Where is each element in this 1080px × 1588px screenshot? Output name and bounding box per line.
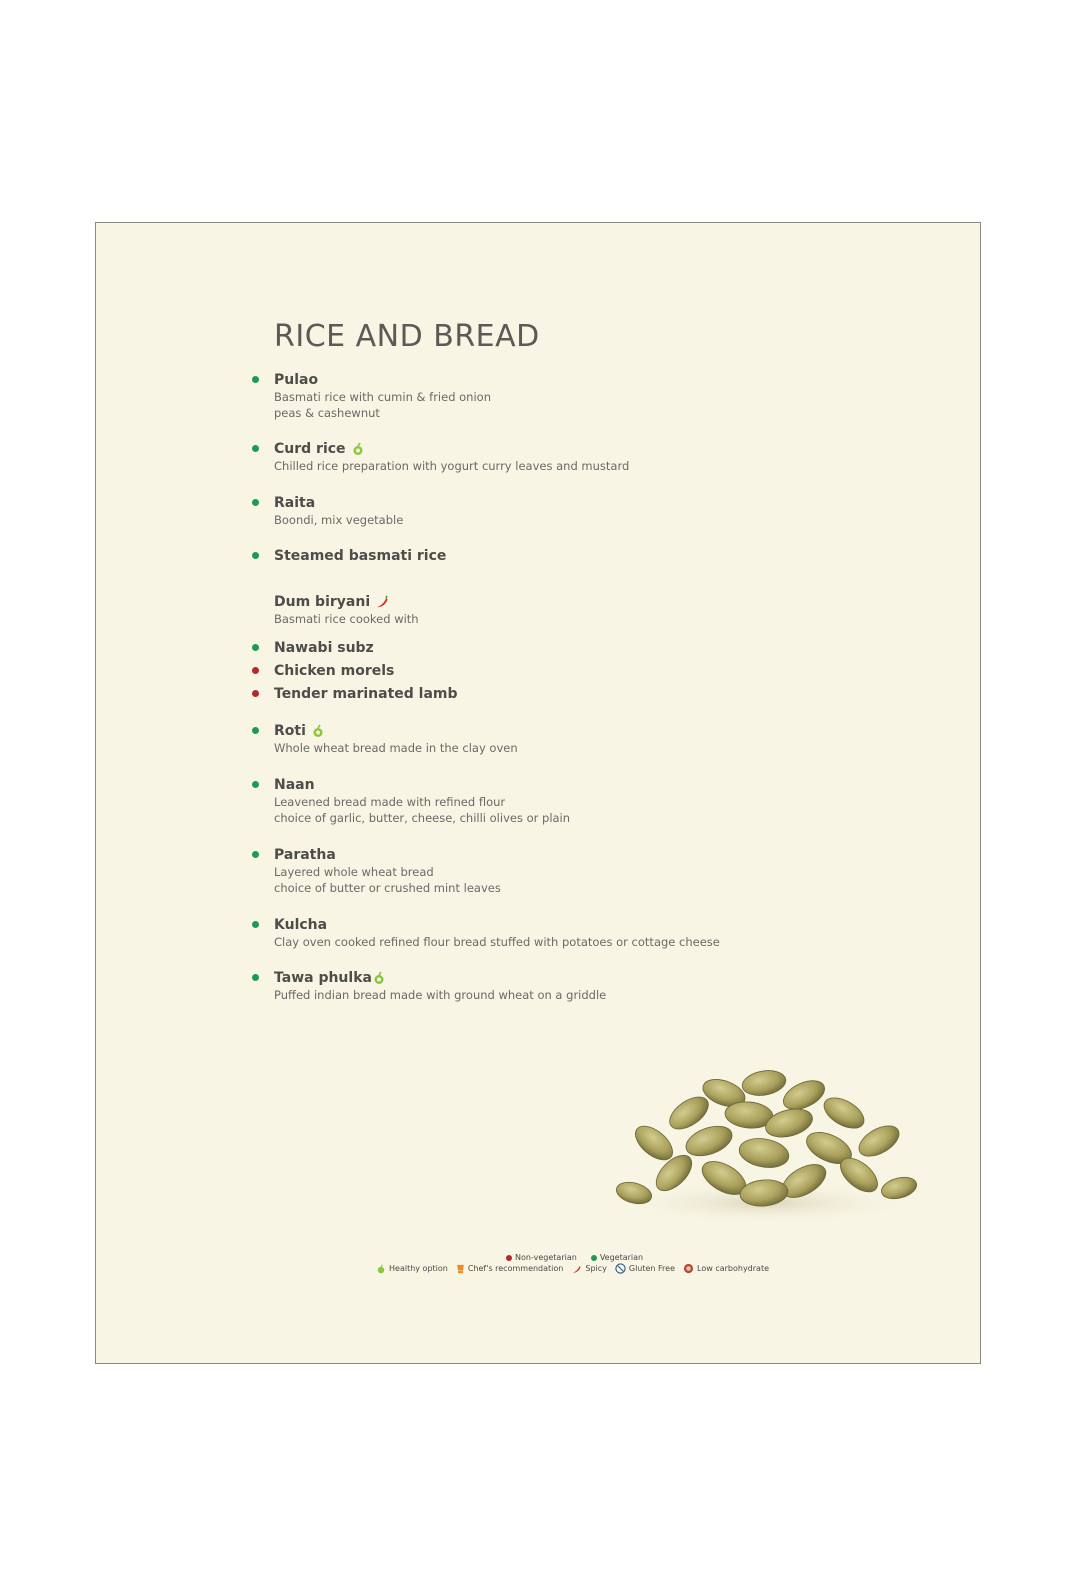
- menu-item-tender-marinated-lamb: [274, 685, 458, 703]
- item-name: Curd rice: [274, 441, 346, 457]
- menu-item-raita: [274, 494, 403, 528]
- veg-indicator-icon: [252, 552, 259, 559]
- legend-chef: [456, 1264, 564, 1274]
- non-veg-indicator-icon: [506, 1255, 512, 1261]
- item-desc: Clay oven cooked refined flour bread stuffed with potatoes or cottage cheese: [274, 935, 720, 949]
- veg-indicator-icon: [252, 727, 259, 734]
- legend-label: Low carbohydrate: [697, 1264, 770, 1273]
- item-name-row: [274, 593, 419, 611]
- legend-label: Vegetarian: [599, 1253, 644, 1262]
- legend-low-carb: [683, 1263, 769, 1274]
- healthy-icon: [376, 1264, 386, 1274]
- legend-label: Chef's recommendation: [467, 1264, 564, 1273]
- item-name: Paratha: [274, 847, 336, 863]
- item-desc: Puffed indian bread made with ground wheat on a griddle: [274, 988, 607, 1002]
- item-desc: Whole wheat bread made in the clay oven: [274, 741, 518, 755]
- menu-item-tawa-phulka: [274, 969, 606, 1003]
- non-veg-indicator-icon: [252, 690, 259, 697]
- item-name-row: [274, 722, 518, 740]
- item-name: Chicken morels: [274, 663, 395, 679]
- veg-indicator-icon: [252, 445, 259, 452]
- item-desc: Basmati rice with cumin & fried onion: [274, 390, 491, 404]
- chef-hat-icon: [456, 1264, 465, 1274]
- veg-indicator-icon: [252, 499, 259, 506]
- spicy-icon: [375, 595, 389, 609]
- item-desc: Boondi, mix vegetable: [274, 513, 404, 527]
- menu-item-dum-biryani: [274, 593, 419, 627]
- healthy-icon: [372, 971, 386, 985]
- veg-indicator-icon: [252, 851, 259, 858]
- menu-item-chicken-morels: [274, 662, 394, 680]
- low-carb-icon: [683, 1263, 694, 1274]
- healthy-icon: [351, 442, 365, 456]
- item-name: Kulcha: [274, 917, 328, 933]
- item-desc: choice of garlic, butter, cheese, chilli olives or plain: [274, 811, 571, 825]
- legend-label: Gluten Free: [628, 1264, 676, 1273]
- menu-item-kulcha: [274, 916, 720, 950]
- veg-indicator-icon: [252, 974, 259, 981]
- legend-spicy: [571, 1264, 607, 1274]
- legend-row: [376, 1263, 769, 1274]
- menu-item-naan: [274, 776, 570, 826]
- veg-indicator-icon: [591, 1255, 597, 1261]
- item-name: Tawa phulka: [274, 970, 372, 986]
- item-desc: Chilled rice preparation with yogurt curry leaves and mustard: [274, 459, 630, 473]
- menu-card: [95, 222, 981, 1364]
- item-name: Steamed basmati rice: [274, 548, 447, 564]
- item-name-row: [274, 969, 606, 987]
- item-name: Tender marinated lamb: [274, 686, 458, 702]
- legend-non-veg: [506, 1253, 577, 1262]
- non-veg-indicator-icon: [252, 667, 259, 674]
- veg-indicator-icon: [252, 781, 259, 788]
- healthy-icon: [311, 724, 325, 738]
- legend-healthy: [376, 1264, 448, 1274]
- cardamom-image: [614, 1053, 918, 1225]
- item-name: Raita: [274, 495, 316, 511]
- item-desc: Leavened bread made with refined flour: [274, 795, 506, 809]
- legend-row: [506, 1253, 643, 1262]
- veg-indicator-icon: [252, 644, 259, 651]
- legend-veg: [591, 1253, 643, 1262]
- page-title: RICE AND BREAD: [274, 319, 540, 354]
- item-name: Naan: [274, 777, 315, 793]
- menu-item-steamed-basmati-rice: [274, 547, 446, 565]
- item-name: Roti: [274, 723, 306, 739]
- menu-item-pulao: [274, 371, 491, 421]
- item-name-row: [274, 440, 629, 458]
- menu-item-roti: [274, 722, 518, 756]
- item-name: Dum biryani: [274, 594, 371, 610]
- item-desc: choice of butter or crushed mint leaves: [274, 881, 501, 895]
- legend-label: Healthy option: [389, 1264, 448, 1273]
- item-desc: peas & cashewnut: [274, 406, 380, 420]
- spicy-icon: [571, 1264, 582, 1274]
- veg-indicator-icon: [252, 376, 259, 383]
- item-desc: Basmati rice cooked with: [274, 612, 419, 626]
- item-name: Nawabi subz: [274, 640, 374, 656]
- menu-item-curd-rice: [274, 440, 629, 474]
- item-desc: Layered whole wheat bread: [274, 865, 434, 879]
- item-name: Pulao: [274, 372, 319, 388]
- gluten-free-icon: [615, 1263, 626, 1274]
- legend-label: Spicy: [585, 1264, 607, 1273]
- menu-item-paratha: [274, 846, 501, 896]
- legend: [376, 1253, 776, 1281]
- legend-label: Non-vegetarian: [515, 1253, 577, 1262]
- legend-gluten-free: [615, 1263, 675, 1274]
- menu-item-nawabi-subz: [274, 639, 374, 657]
- veg-indicator-icon: [252, 921, 259, 928]
